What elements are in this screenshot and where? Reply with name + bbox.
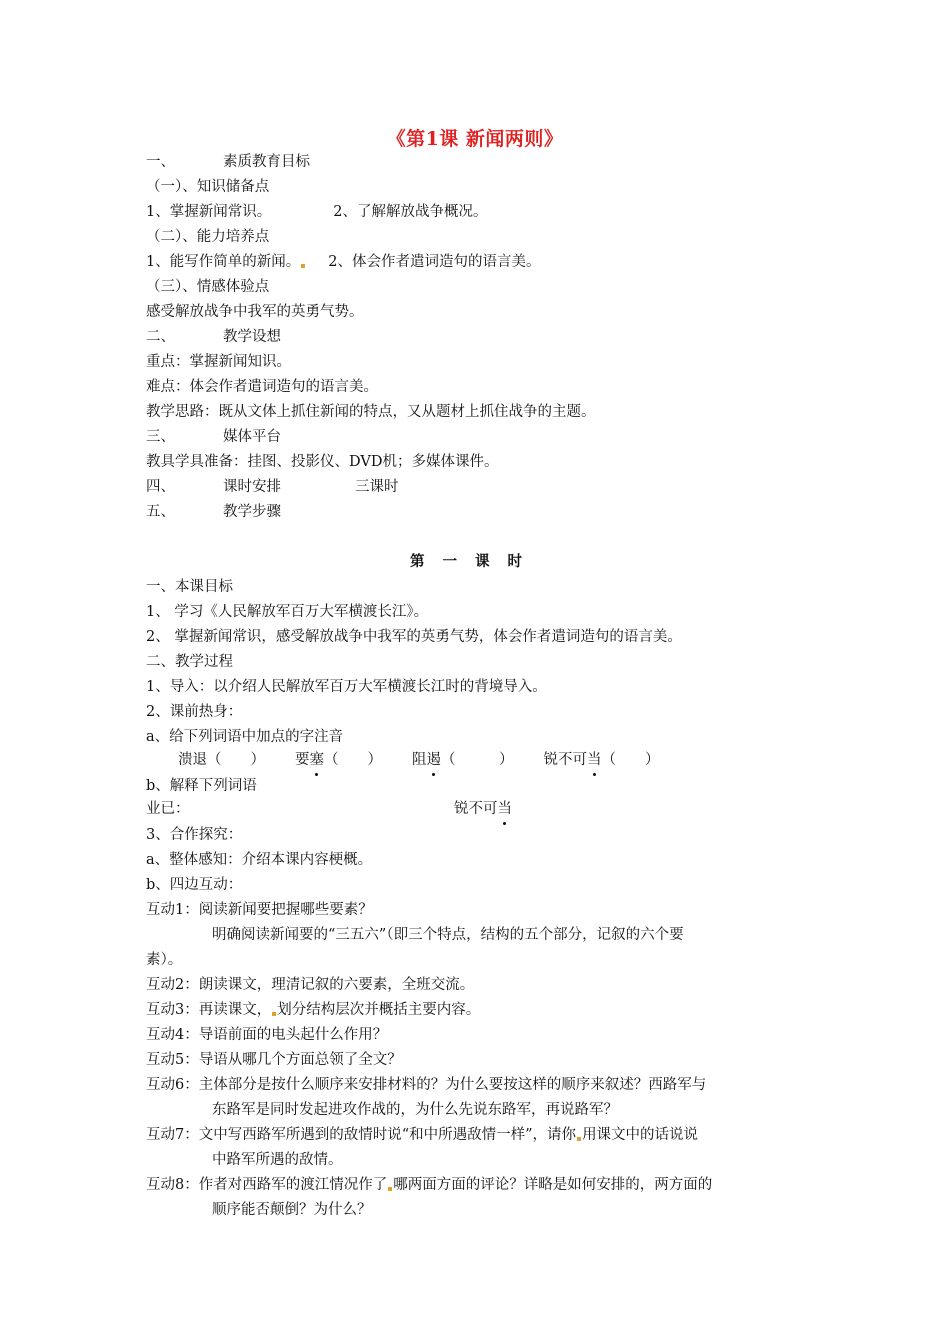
explore-a: a、整体感知：介绍本课内容梗概。 [146,852,373,868]
teaching-tools: 教具学具准备：挂图、投影仪、DVD机；多媒体课件。 [146,454,499,470]
blank-paren: （ ） [601,752,660,768]
section-heading-2 [146,327,281,347]
section-number: 五、 [146,504,175,520]
interaction-7: 互动7：文中写西路军所遇到的敌情时说“和中所遇敌情一样”，请你 用课文中的话说说 [146,1127,699,1143]
section-number: 一、 [146,154,175,170]
interaction-5: 互动5：导语从哪几个方面总领了全文？ [146,1052,402,1068]
dotted-char: 当 [497,801,512,817]
goal-2: 2、 掌握新闻常识，感受解放战争中我军的英勇气势，体会作者遣词造句的语言美。 [146,629,682,645]
process-warmup: 2、课前热身： [146,704,243,720]
section-heading-1 [146,152,310,172]
section-number: 二、 [146,329,175,345]
interaction-1-answer: 明确阅读新闻要的“三五六”（即三个特点，结构的五个部分，记叙的六个要 [212,927,684,943]
subheading-knowledge: （一）、知识储备点 [146,179,270,195]
interaction-1: 互动1：阅读新闻要把握哪些要素？ [146,902,373,918]
goal-heading: 一、本课目标 [146,579,233,595]
interaction-3: 互动3：再读课文， 划分结构层次并概括主要内容。 [146,1002,481,1018]
edit-mark [577,1137,581,1141]
process-explore: 3、合作探究： [146,827,243,843]
blank-paren: （ ） [207,752,265,768]
section-label: 课时安排 [223,479,281,495]
interaction-1-answer-cont: 素）。 [146,952,183,968]
class-hours: 三课时 [355,479,399,495]
blank-paren: （ ） [324,752,382,768]
interaction-6-cont: 东路军是同时发起进攻作战的，为什么先说东路军，再说路军？ [212,1102,618,1118]
process-heading: 二、教学过程 [146,654,233,670]
warmup-b: b、解释下列词语 [146,778,257,794]
edit-mark [388,1187,392,1191]
dotted-char: 遏 [426,752,441,768]
lesson-title: 第一课时 [410,553,540,570]
interaction-8: 互动8：作者对西路军的渡江情况作了 哪两面方面的评论？详略是如何安排的，两方面的 [146,1177,713,1193]
knowledge-item-1: 1、掌握新闻常识。 [146,204,272,220]
edit-mark [301,264,305,268]
section-heading-3 [146,427,281,447]
section-label: 素质教育目标 [223,154,310,170]
section-label: 教学步骤 [223,504,281,520]
ability-item-2: 2、体会作者遣词造句的语言美。 [328,254,541,270]
interaction-7-cont: 中路军所遇的敌情。 [212,1152,343,1168]
knowledge-item-2: 2、了解解放战争概况。 [333,204,488,220]
blank-paren: （ ） [441,752,514,768]
pinyin-word-row [178,750,660,770]
warmup-a: a、给下列词语中加点的字注音 [146,729,344,745]
word-item: 锐不可当（ ） [543,752,660,768]
ability-item-1: 1、能写作简单的新闻。 [146,254,301,270]
ability-items [146,252,540,272]
explore-b: b、四边互动： [146,877,243,893]
dotted-char: 当 [587,752,602,768]
interaction-8-cont: 顺序能否颠倒？为什么？ [212,1202,372,1218]
section-number: 三、 [146,429,175,445]
interaction-6: 互动6：主体部分是按什么顺序来安排材料的？为什么要按这样的顺序来叙述？西路军与 [146,1077,707,1093]
process-intro: 1、导入：以介绍人民解放军百万大军横渡长江时的背境导入。 [146,679,547,695]
key-point: 重点：掌握新闻知识。 [146,354,291,370]
edit-mark [272,1012,276,1016]
page-title: 《第1课 新闻两则》 [386,128,564,150]
definition-1: 业已： [146,801,190,817]
difficult-point: 难点：体会作者遣词造句的语言美。 [146,379,378,395]
goal-1: 1、 学习《人民解放军百万大军横渡长江》。 [146,604,429,620]
definition-2: 锐不可当 [454,801,512,817]
interaction-4: 互动4：导语前面的电头起什么作用？ [146,1027,388,1043]
section-label: 媒体平台 [223,429,281,445]
section-heading-5 [146,502,281,522]
section-number: 四、 [146,479,175,495]
word-item: 溃退（ ） [178,752,265,768]
knowledge-items [146,202,487,222]
emotion-item: 感受解放战争中我军的英勇气势。 [146,304,364,320]
word-item: 要塞（ ） [295,752,382,768]
subheading-ability: （二）、能力培养点 [146,229,270,245]
subheading-emotion: （三）、情感体验点 [146,279,270,295]
word-item: 阻遏（ ） [412,752,514,768]
section-heading-4 [146,477,399,497]
teaching-idea: 教学思路：既从文体上抓住新闻的特点，又从题材上抓住战争的主题。 [146,404,596,420]
dotted-char: 塞 [309,752,324,768]
interaction-2: 互动2：朗读课文，理清记叙的六要素，全班交流。 [146,977,475,993]
section-label: 教学设想 [223,329,281,345]
